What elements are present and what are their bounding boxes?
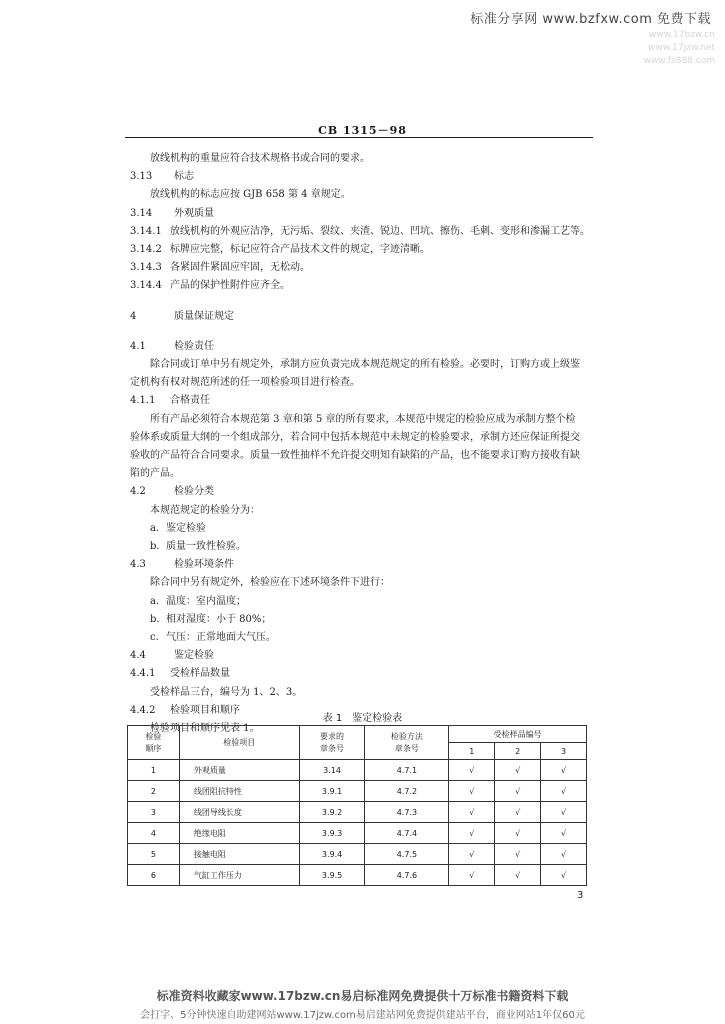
row-req: 3.14 (299, 760, 365, 781)
header-sample-3: 3 (541, 743, 587, 760)
body-line (150, 631, 276, 645)
footer-line-1: 标准资料收藏家www.17bzw.cn易启标准网免费提供十万标准书籍资料下载 (156, 989, 569, 1003)
paragraph-text: 质量一致性检验。 (166, 541, 246, 552)
paragraph-text: 气压：正常地面大气压。 (166, 632, 276, 643)
row-req: 3.9.3 (299, 823, 365, 844)
paragraph-text: 除合同或订单中另有规定外，承制方应负责完成本规范规定的所有检验。必要时，订购方或上级鉴 (150, 359, 580, 370)
row-req: 3.9.2 (299, 802, 365, 823)
body-line (130, 376, 360, 390)
table-row (128, 865, 587, 886)
row-item: 气缸工作压力 (179, 865, 299, 886)
header-seq: 检验 顺序 (128, 726, 180, 760)
list-marker: a. (150, 595, 160, 607)
body-line (130, 431, 580, 445)
paragraph-text: 放线机构的外观应洁净，无污垢、裂纹、夹渣、锐边、凹坑、擦伤、毛刺、变形和渗漏工艺等。 (170, 225, 590, 237)
section-heading: 合格责任 (170, 395, 210, 407)
body-line (130, 261, 310, 275)
check-mark: √ (541, 865, 587, 886)
body-line (130, 394, 210, 408)
paragraph-text: 各紧固件紧固应牢固，无松动。 (170, 262, 310, 274)
body-line (130, 310, 234, 324)
section-number: 4.2 (130, 486, 146, 498)
page-number: 3 (577, 890, 584, 901)
body-line (130, 340, 214, 354)
header-sample-1: 1 (449, 743, 495, 760)
body-line (150, 576, 390, 590)
paragraph-text: 放线机构的标志应按 GJB 658 第 4 章规定。 (150, 189, 351, 201)
row-seq: 3 (128, 802, 180, 823)
body-line (130, 207, 214, 221)
row-req: 3.9.1 (299, 781, 365, 802)
row-item: 外观质量 (179, 760, 299, 781)
check-mark: √ (495, 844, 541, 865)
row-method: 4.7.1 (365, 760, 449, 781)
paragraph-text: 受检样品三台，编号为 1、2、3。 (150, 686, 303, 698)
check-mark: √ (541, 844, 587, 865)
section-number: 3.14 (130, 207, 153, 219)
row-seq: 6 (128, 865, 180, 886)
section-heading: 受检样品数量 (170, 668, 230, 680)
row-seq: 4 (128, 823, 180, 844)
table-row (128, 823, 587, 844)
paragraph-text: 标牌应完整，标记应符合产品技术文件的规定，字迹清晰。 (170, 244, 430, 255)
header-samples: 受检样品编号 (449, 726, 587, 743)
check-mark: √ (541, 823, 587, 844)
check-mark: √ (449, 844, 495, 865)
section-heading: 检验分类 (174, 486, 214, 498)
paragraph-text: 所有产品必须符合本规范第 3 章和第 5 章的所有要求，本规范中规定的检验应成为承制方整个检 (150, 413, 576, 425)
section-number: 4.3 (130, 559, 146, 571)
paragraph-text: 放线机构的重量应符合技术规格书或合同的要求。 (150, 153, 370, 164)
body-line (130, 558, 234, 572)
row-method: 4.7.6 (365, 865, 449, 886)
section-heading: 鉴定检验 (174, 650, 214, 662)
list-marker: a. (150, 522, 160, 534)
row-method: 4.7.3 (365, 802, 449, 823)
check-mark: √ (449, 802, 495, 823)
section-number: 4.4.2 (130, 704, 156, 716)
section-heading: 检验项目和顺序 (170, 704, 240, 716)
header-rule (125, 137, 593, 138)
header-req: 要求的 章条号 (299, 726, 365, 760)
check-mark: √ (449, 760, 495, 781)
paragraph-text: 陷的产品。 (130, 468, 180, 480)
list-marker: b. (150, 541, 160, 552)
check-mark: √ (495, 802, 541, 823)
row-item: 线团导线长度 (179, 802, 299, 823)
section-number: 3.14.4 (130, 280, 162, 292)
body-line (130, 279, 290, 293)
row-item: 线团阻抗特性 (179, 781, 299, 802)
row-seq: 1 (128, 760, 180, 781)
paragraph-text: 除合同中另有规定外，检验应在下述环境条件下进行： (150, 577, 390, 589)
table-caption: 表 1 鉴定检验表 (322, 713, 403, 724)
section-number: 4.4 (130, 650, 146, 662)
section-number: 3.13 (130, 171, 153, 183)
body-line (150, 152, 370, 166)
table-row (128, 781, 587, 802)
row-seq: 2 (128, 781, 180, 802)
section-number: 4.1.1 (130, 395, 156, 407)
table-row (128, 760, 587, 781)
check-mark: √ (495, 781, 541, 802)
row-item: 绝缘电阻 (179, 823, 299, 844)
site-banner: 标准分享网 www.bzfxw.com 免费下载 (470, 12, 711, 27)
body-line (150, 413, 575, 427)
body-line (130, 243, 430, 257)
body-line (150, 686, 302, 700)
body-line (130, 225, 590, 239)
body-line (130, 649, 214, 663)
paragraph-text: 检验项目和顺序见表 1。 (150, 723, 260, 734)
check-mark: √ (449, 865, 495, 886)
row-item: 接触电阻 (179, 844, 299, 865)
body-line (150, 522, 206, 536)
section-number: 3.14.3 (130, 262, 162, 274)
section-number: 3.14.2 (130, 244, 162, 255)
body-line (130, 170, 194, 184)
check-mark: √ (495, 865, 541, 886)
header-method: 检验方法 章条号 (365, 726, 449, 760)
header-sample-2: 2 (495, 743, 541, 760)
section-number: 3.14.1 (130, 225, 162, 237)
paragraph-text: 产品的保护性附件应齐全。 (170, 280, 290, 292)
check-mark: √ (449, 781, 495, 802)
section-number: 4.1 (130, 340, 146, 352)
body-line (150, 358, 580, 372)
paragraph-text: 温度：室内温度； (166, 595, 246, 607)
body-line (150, 188, 351, 202)
row-method: 4.7.5 (365, 844, 449, 865)
section-heading: 检验责任 (174, 340, 214, 352)
document-number: CB 1315－98 (318, 124, 407, 137)
section-number: 4 (130, 310, 137, 322)
check-mark: √ (541, 802, 587, 823)
list-marker: c. (150, 632, 159, 643)
section-heading: 检验环境条件 (174, 559, 234, 571)
check-mark: √ (449, 823, 495, 844)
row-method: 4.7.4 (365, 823, 449, 844)
paragraph-text: 验收的产品符合合同要求。质量一致性抽样不允许提交明知有缺陷的产品，也不能要求订购方接收有缺 (130, 450, 580, 461)
body-line (130, 667, 230, 681)
list-marker: b. (150, 613, 160, 625)
body-line (130, 449, 580, 463)
table-row (128, 844, 587, 865)
inspection-table (127, 725, 587, 886)
check-mark: √ (541, 760, 587, 781)
row-seq: 5 (128, 844, 180, 865)
row-req: 3.9.5 (299, 865, 365, 886)
watermark-2: www.17jzw.net (648, 43, 715, 53)
body-line (130, 467, 180, 481)
check-mark: √ (495, 823, 541, 844)
body-line (130, 485, 214, 499)
section-heading: 外观质量 (174, 207, 214, 219)
paragraph-text: 鉴定检验 (166, 522, 206, 534)
section-heading: 质量保证规定 (174, 310, 234, 322)
check-mark: √ (541, 781, 587, 802)
paragraph-text: 相对湿度：小于 80%； (166, 613, 272, 625)
row-method: 4.7.2 (365, 781, 449, 802)
table-row (128, 802, 587, 823)
section-heading: 标志 (174, 171, 194, 183)
row-req: 3.9.4 (299, 844, 365, 865)
watermark-1: www.17bzw.cn (648, 30, 715, 40)
paragraph-text: 验体系或质量大纲的一个组成部分，若合同中包括本规范中未规定的检验要求，承制方还应保证所提交 (130, 431, 580, 443)
watermark-3: www.fs888.com (643, 56, 715, 66)
section-number: 4.4.1 (130, 668, 156, 680)
header-item: 检验项目 (179, 726, 299, 760)
body-line (150, 595, 246, 609)
body-line (150, 540, 246, 554)
check-mark: √ (495, 760, 541, 781)
paragraph-text: 定机构有权对规范所述的任一项检验项目进行检查。 (130, 377, 360, 389)
body-line (150, 504, 260, 518)
footer-line-2: 会打字、5分钟快速自助建网站www.17jzw.com易启建站网免费提供建站平台，商业网站1年仅60元 (140, 1010, 585, 1021)
paragraph-text: 本规范规定的检验分为： (150, 504, 260, 516)
body-line (150, 613, 271, 627)
